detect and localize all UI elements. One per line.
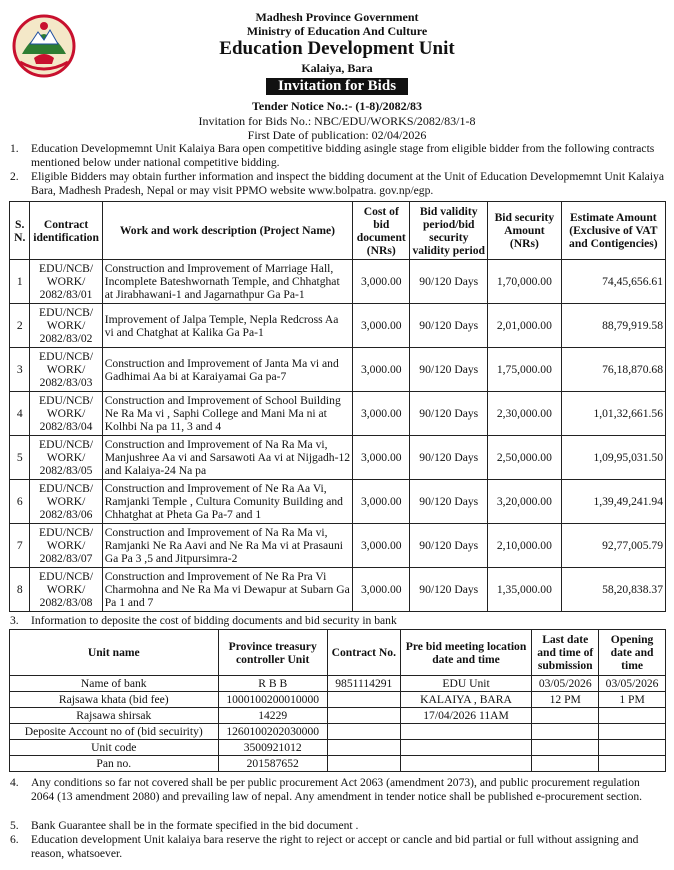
cell-work: Construction and Improvement of Na Ra Ma vi, Manjushree Aa vi and Sarsawoti Aa vi at Nijgadh-12 and Kalaiya-24 Na pa [102,436,352,480]
cell-treasury: 1000100200010000 [218,692,327,708]
cell-label: Unit code [10,740,219,756]
cell-treasury: 14229 [218,708,327,724]
cell-validity: 90/120 Days [410,568,488,612]
cell-estimate: 58,20,838.37 [561,568,665,612]
cell-contract-id: EDU/NCB/ WORK/ 2082/83/02 [30,304,102,348]
cell-work: Construction and Improvement of Ne Ra Aa Vi, Ramjanki Temple , Cultura Comunity Building and Chhatghat at Pheta Ga Pa-7 and 1 [102,480,352,524]
cell-security: 2,50,000.00 [488,436,562,480]
cell-work: Construction and Improvement of Ne Ra Pra Vi Charmohna and Ne Ra Ma vi Dewapur at Subarn Ga Pa 1 and 7 [102,568,352,612]
cell-contract [327,692,400,708]
cell-work: Construction and Improvement of School Building Ne Ra Ma vi , Saphi College and Mani Ma ni at Kolhbi Na pa 11, 3 and 4 [102,392,352,436]
cell-open [599,708,666,724]
header-prebid: Pre bid meeting location date and time [400,630,532,676]
header-unit-name: Unit name [10,630,219,676]
cell-last [532,740,599,756]
header-sn: S. N. [10,202,30,260]
paragraph-1 [10,142,664,170]
cell-estimate: 1,09,95,031.50 [561,436,665,480]
cell-validity: 90/120 Days [410,304,488,348]
table-row [10,568,666,612]
cell-last [532,756,599,772]
location-title: Kalaiya, Bara [301,61,373,75]
cell-contract-id: EDU/NCB/ WORK/ 2082/83/05 [30,436,102,480]
cell-last [532,724,599,740]
table-row [10,436,666,480]
paragraph-number: 1. [10,142,19,155]
table-row [10,524,666,568]
cell-sn: 3 [10,348,30,392]
cell-contract-id: EDU/NCB/ WORK/ 2082/83/04 [30,392,102,436]
cell-contract-id: EDU/NCB/ WORK/ 2082/83/03 [30,348,102,392]
table-row [10,740,666,756]
cell-treasury: 1260100202030000 [218,724,327,740]
cell-work: Construction and Improvement of Na Ra Ma vi, Ramjanki Ne Ra Aavi and Ne Ra Ma vi at Prasauni Ga Pa 3 ,5 and Jitpursimra-2 [102,524,352,568]
cell-label: Name of bank [10,676,219,692]
header-treasury: Province treasury controller Unit [218,630,327,676]
government-title: Madhesh Province Government [255,10,419,24]
cell-contract-id: EDU/NCB/ WORK/ 2082/83/06 [30,480,102,524]
table-row [10,756,666,772]
cell-sn: 8 [10,568,30,612]
header-contract-no: Contract No. [327,630,400,676]
cell-work: Improvement of Jalpa Temple, Nepla Redcross Aa vi and Chatghat at Kalika Ga Pa-1 [102,304,352,348]
table-row [10,304,666,348]
cell-estimate: 74,45,656.61 [561,260,665,304]
cell-treasury: 3500921012 [218,740,327,756]
bank-info-table [9,629,666,772]
cell-label: Rajsawa khata (bid fee) [10,692,219,708]
cell-sn: 5 [10,436,30,480]
cell-contract: 9851114291 [327,676,400,692]
cell-cost: 3,000.00 [353,260,410,304]
cell-contract-id: EDU/NCB/ WORK/ 2082/83/07 [30,524,102,568]
cell-estimate: 1,01,32,661.56 [561,392,665,436]
paragraph-3 [10,614,664,628]
table-row [10,348,666,392]
paragraph-6 [10,833,664,861]
table-row [10,708,666,724]
cell-estimate: 1,39,49,241.94 [561,480,665,524]
cell-estimate: 76,18,870.68 [561,348,665,392]
cell-security: 1,70,000.00 [488,260,562,304]
tender-notice-number: Tender Notice No.:- (1-8)/2082/83 [252,99,422,113]
cell-validity: 90/120 Days [410,348,488,392]
invitation-banner: Invitation for Bids [266,78,408,95]
cell-security: 1,35,000.00 [488,568,562,612]
unit-title: Education Development Unit [219,38,455,59]
header-security: Bid security Amount (NRs) [488,202,562,260]
cell-sn: 7 [10,524,30,568]
cell-sn: 1 [10,260,30,304]
cell-work: Construction and Improvement of Marriage Hall, Incomplete Bateshwornath Temple, and Chhatghat at Jirabhawani-1 and Jagarnathpur Ga Pa-1 [102,260,352,304]
cell-validity: 90/120 Days [410,260,488,304]
paragraph-number: 5. [10,819,19,832]
cell-estimate: 88,79,919.58 [561,304,665,348]
cell-open [599,756,666,772]
cell-label: Rajsawa shirsak [10,708,219,724]
cell-last: 12 PM [532,692,599,708]
invitation-number: Invitation for Bids No.: NBC/EDU/WORKS/2082/83/1-8 [198,114,476,128]
cell-contract [327,708,400,724]
cell-security: 3,20,000.00 [488,480,562,524]
paragraph-text: Education development Unit kalaiya bara reserve the right to reject or accept or cancle and bid partial or full without assigning and reason, whatsoever. [31,833,639,860]
cell-cost: 3,000.00 [353,480,410,524]
ministry-title: Ministry of Education And Culture [246,24,428,38]
paragraph-text: Any conditions so far not covered shall be per public procurement Act 2063 (amendment 2073), and public procurement regulation 2064 (13 amendment 2080) and prevailing law of nepal. Any amendment in tender notice shall be published e-procurement section. [31,776,643,803]
cell-estimate: 92,77,005.79 [561,524,665,568]
cell-cost: 3,000.00 [353,524,410,568]
table-header-row [10,630,666,676]
cell-open [599,724,666,740]
paragraph-text: Education Developmemnt Unit Kalaiya Bara open competitive bidding asingle stage from eligible bidder from the following contracts mentioned below under national competitive bidding. [31,142,655,169]
cell-cost: 3,000.00 [353,304,410,348]
cell-prebid [400,756,532,772]
cell-cost: 3,000.00 [353,392,410,436]
paragraph-2 [10,170,664,198]
table-row [10,480,666,524]
header-cost: Cost of bid document (NRs) [353,202,410,260]
cell-validity: 90/120 Days [410,392,488,436]
table-row [10,676,666,692]
header-estimate: Estimate Amount (Exclusive of VAT and Contigencies) [561,202,665,260]
cell-security: 2,30,000.00 [488,392,562,436]
cell-label: Pan no. [10,756,219,772]
cell-sn: 4 [10,392,30,436]
cell-cost: 3,000.00 [353,436,410,480]
cell-security: 1,75,000.00 [488,348,562,392]
cell-contract-id: EDU/NCB/ WORK/ 2082/83/08 [30,568,102,612]
paragraph-number: 3. [10,614,19,627]
publication-date: First Date of publication: 02/04/2026 [247,128,427,142]
cell-security: 2,01,000.00 [488,304,562,348]
cell-cost: 3,000.00 [353,348,410,392]
table-header-row [10,202,666,260]
cell-label: Deposite Account no of (bid secuirity) [10,724,219,740]
cell-prebid: EDU Unit [400,676,532,692]
paragraph-text: Eligible Bidders may obtain further information and inspect the bidding document at the Unit of Education Developmemnt Unit Kalaiya Bara, Madhesh Pradesh, Nepal or may visit PPMO website www.bolpatra. gov.np/egp. [31,170,664,197]
cell-validity: 90/120 Days [410,436,488,480]
paragraph-number: 4. [10,776,19,789]
paragraph-number: 2. [10,170,19,183]
cell-validity: 90/120 Days [410,524,488,568]
paragraph-text: Information to deposite the cost of bidding documents and bid security in bank [31,614,397,627]
cell-treasury: R B B [218,676,327,692]
cell-security: 2,10,000.00 [488,524,562,568]
cell-contract [327,740,400,756]
cell-cost: 3,000.00 [353,568,410,612]
table-row [10,724,666,740]
contracts-table [9,201,666,612]
paragraph-5 [10,819,664,833]
cell-last: 03/05/2026 [532,676,599,692]
cell-contract-id: EDU/NCB/ WORK/ 2082/83/01 [30,260,102,304]
table-row [10,260,666,304]
cell-open: 03/05/2026 [599,676,666,692]
cell-contract [327,724,400,740]
cell-sn: 6 [10,480,30,524]
header-work: Work and work description (Project Name) [102,202,352,260]
cell-last [532,708,599,724]
cell-prebid [400,740,532,756]
paragraph-text: Bank Guarantee shall be in the formate specified in the bid document . [31,819,359,832]
paragraph-4 [10,776,664,804]
cell-prebid: KALAIYA , BARA [400,692,532,708]
table-row [10,692,666,708]
cell-work: Construction and Improvement of Janta Ma vi and Gadhimai Aa bi at Karaiyamai Ga pa-7 [102,348,352,392]
cell-open [599,740,666,756]
header-last-date: Last date and time of submission [532,630,599,676]
header-opening: Opening date and time [599,630,666,676]
cell-contract [327,756,400,772]
header-validity: Bid validity period/bid security validity period [410,202,488,260]
header-contract-id: Contract identification [30,202,102,260]
cell-prebid: 17/04/2026 11AM [400,708,532,724]
table-row [10,392,666,436]
cell-treasury: 201587652 [218,756,327,772]
cell-prebid [400,724,532,740]
paragraph-number: 6. [10,833,19,846]
cell-open: 1 PM [599,692,666,708]
cell-validity: 90/120 Days [410,480,488,524]
cell-sn: 2 [10,304,30,348]
